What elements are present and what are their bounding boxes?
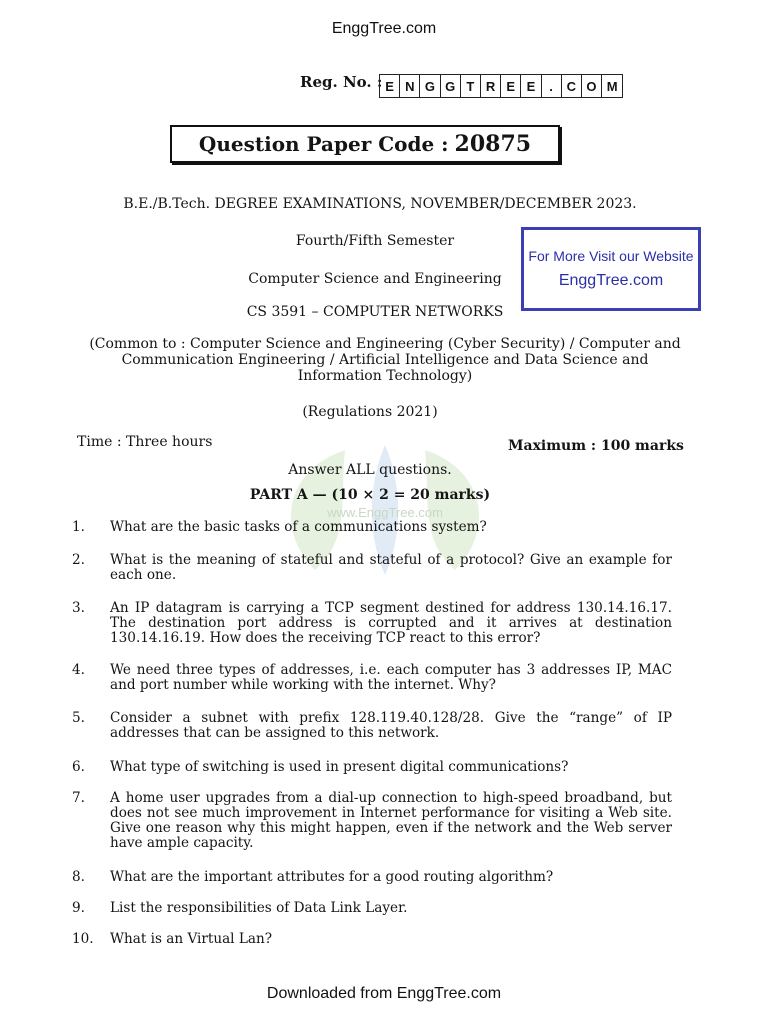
download-footer: Downloaded from EnggTree.com (266, 985, 502, 1002)
question-item (72, 520, 672, 535)
question-item (72, 870, 672, 885)
reg-char: M (606, 78, 618, 94)
question-text: An IP datagram is carrying a TCP segment destined for address 130.14.16.17. The destination port address is corrupted and it arrives at destination 130.14.16.19. How does the receiving TCP react to this error? (110, 600, 672, 646)
question-item (72, 663, 672, 693)
paper-code-label: Question Paper Code : (198, 132, 449, 156)
question-number: 1. (72, 519, 85, 535)
promo-line-2: EnggTree.com (558, 272, 664, 289)
common-line: Information Technology) (297, 368, 473, 384)
reg-no-boxes (379, 74, 623, 98)
reg-char: O (582, 75, 602, 97)
common-line: (Common to : Computer Science and Engineering (Cyber Security) / Computer and (89, 336, 681, 352)
question-text: Consider a subnet with prefix 128.119.40.128/28. Give the “range” of IP addresses that can be assigned to this network. (110, 710, 672, 741)
site-header: EnggTree.com (331, 20, 437, 37)
reg-char: G (420, 75, 440, 97)
reg-char: E (380, 75, 400, 97)
question-text: What is the meaning of stateful and stateful of a protocol? Give an example for each one. (110, 552, 672, 583)
question-number: 8. (72, 869, 85, 885)
question-number: 10. (72, 931, 94, 947)
question-item (72, 553, 672, 583)
question-number: 7. (72, 790, 85, 806)
question-text: A home user upgrades from a dial-up connection to high-speed broadband, but does not see much improvement in Internet performance for visiting a Web site. Give one reason why this might happen, even if the network and the Web server have ample capacity. (110, 790, 672, 851)
reg-char: R (481, 75, 501, 97)
website-promo-box[interactable] (521, 227, 701, 311)
part-a-heading: PART A — (10 × 2 = 20 marks) (249, 487, 491, 503)
question-number: 2. (72, 552, 85, 568)
question-text: We need three types of addresses, i.e. each computer has 3 addresses IP, MAC and port number while working with the internet. Why? (110, 662, 672, 693)
question-paper-code-box (170, 125, 560, 163)
regulations: (Regulations 2021) (302, 404, 438, 420)
question-number: 3. (72, 600, 85, 616)
question-text: List the responsibilities of Data Link Layer. (110, 900, 408, 916)
maximum-marks: Maximum : 100 marks (508, 438, 684, 454)
question-number: 6. (72, 759, 85, 775)
course-title: CS 3591 – COMPUTER NETWORKS (246, 304, 504, 320)
common-line: Communication Engineering / Artificial Intelligence and Data Science and (121, 352, 649, 368)
question-number: 9. (72, 900, 85, 916)
reg-char: N (400, 75, 420, 97)
question-item (72, 760, 672, 775)
watermark-text: www.EnggTree.com (327, 505, 443, 520)
reg-char: C (562, 75, 582, 97)
question-number: 5. (72, 710, 85, 726)
question-item (72, 711, 672, 741)
paper-code-value: 20875 (454, 131, 532, 157)
question-text: What are the important attributes for a good routing algorithm? (110, 869, 554, 885)
instructions: Answer ALL questions. (288, 462, 452, 478)
question-text: What are the basic tasks of a communications system? (110, 519, 487, 535)
question-number: 4. (72, 662, 85, 678)
semester: Fourth/Fifth Semester (295, 233, 455, 249)
question-item (72, 601, 672, 646)
question-item (72, 791, 672, 851)
reg-char: G (441, 75, 461, 97)
question-text: What is an Virtual Lan? (110, 931, 273, 947)
reg-char: T (461, 75, 481, 97)
question-item (72, 932, 672, 947)
reg-char: E (501, 75, 521, 97)
common-to-note (80, 336, 690, 384)
reg-char: E (521, 75, 541, 97)
time-allowed: Time : Three hours (77, 434, 213, 450)
reg-no-label: Reg. No. : (300, 73, 383, 91)
promo-line-1: For More Visit our Website (528, 248, 694, 264)
exam-title: B.E./B.Tech. DEGREE EXAMINATIONS, NOVEMBER/DECEMBER 2023. (123, 196, 637, 212)
department: Computer Science and Engineering (248, 271, 502, 287)
reg-char: . (542, 75, 562, 97)
question-item (72, 901, 672, 916)
question-text: What type of switching is used in present digital communications? (110, 759, 569, 775)
